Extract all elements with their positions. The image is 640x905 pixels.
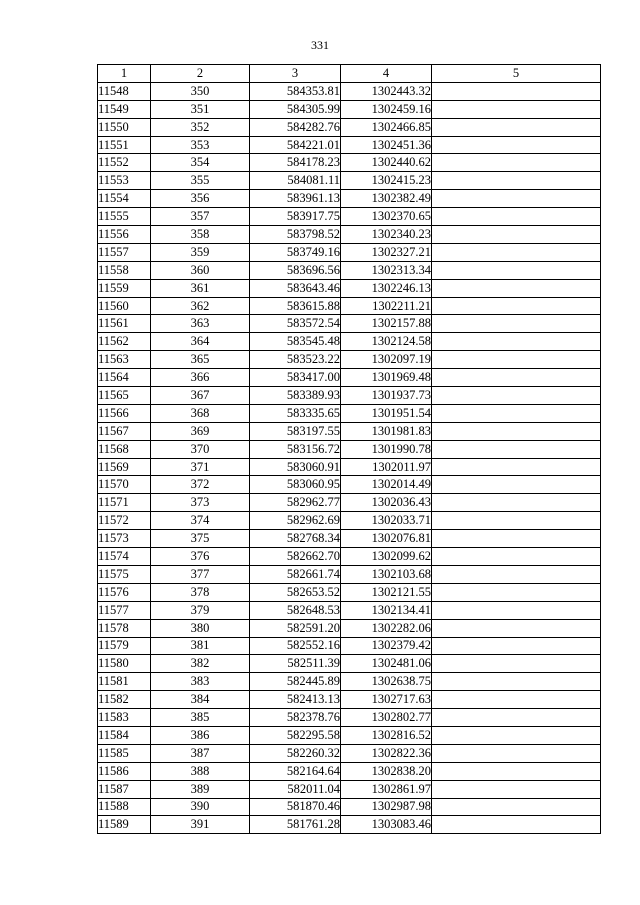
table-cell [432,673,601,691]
table-cell: 11554 [98,190,151,208]
table-cell: 1302717.63 [341,691,432,709]
table-row [98,422,601,440]
table-cell: 1302379.42 [341,637,432,655]
table-cell [432,440,601,458]
table-cell: 390 [151,798,250,816]
table-row [98,798,601,816]
coordinates-table [97,64,601,834]
table-cell: 11566 [98,404,151,422]
table-cell: 1302011.97 [341,458,432,476]
table-header-row [98,65,601,83]
table-cell: 11586 [98,762,151,780]
table-row [98,565,601,583]
table-cell: 350 [151,82,250,100]
table-cell: 372 [151,476,250,494]
table-cell: 11572 [98,512,151,530]
table-cell [432,548,601,566]
table-cell: 383 [151,673,250,691]
table-row [98,387,601,405]
table-row [98,440,601,458]
table-cell: 11557 [98,243,151,261]
column-header: 5 [432,65,601,83]
table-cell: 352 [151,118,250,136]
table-cell: 584282.76 [250,118,341,136]
table-cell: 1301951.54 [341,404,432,422]
column-header: 2 [151,65,250,83]
table-cell: 1302097.19 [341,351,432,369]
table-cell: 11578 [98,619,151,637]
table-cell: 583523.22 [250,351,341,369]
table-cell: 11573 [98,530,151,548]
table-cell: 375 [151,530,250,548]
table-row [98,172,601,190]
table-cell: 582378.76 [250,709,341,727]
table-cell [432,172,601,190]
table-cell: 1302451.36 [341,136,432,154]
table-cell: 584081.11 [250,172,341,190]
table-cell: 1302033.71 [341,512,432,530]
table-cell [432,494,601,512]
table-cell: 374 [151,512,250,530]
table-cell [432,387,601,405]
table-cell: 1302099.62 [341,548,432,566]
table-cell: 11553 [98,172,151,190]
table-cell: 377 [151,565,250,583]
table-cell: 373 [151,494,250,512]
table-cell: 11574 [98,548,151,566]
table-cell: 351 [151,100,250,118]
table-cell: 11551 [98,136,151,154]
table-row [98,333,601,351]
table-cell: 11576 [98,583,151,601]
table-cell: 11589 [98,816,151,834]
table-row [98,512,601,530]
table-cell: 379 [151,601,250,619]
table-cell: 1302370.65 [341,208,432,226]
table-cell [432,476,601,494]
table-cell: 384 [151,691,250,709]
table-cell: 353 [151,136,250,154]
table-cell: 1302340.23 [341,226,432,244]
table-cell: 365 [151,351,250,369]
table-row [98,494,601,512]
table-cell: 1302382.49 [341,190,432,208]
table-cell: 1302036.43 [341,494,432,512]
table-cell: 581761.28 [250,816,341,834]
table-cell [432,136,601,154]
table-cell: 1302282.06 [341,619,432,637]
table-cell [432,351,601,369]
table-cell: 370 [151,440,250,458]
table-cell [432,619,601,637]
table-cell [432,530,601,548]
table-cell [432,726,601,744]
table-row [98,762,601,780]
table-cell: 11583 [98,709,151,727]
table-cell: 11556 [98,226,151,244]
table-cell: 361 [151,279,250,297]
table-cell: 364 [151,333,250,351]
table-cell: 581870.46 [250,798,341,816]
table-cell: 371 [151,458,250,476]
table-row [98,243,601,261]
table-cell [432,297,601,315]
table-cell: 1303083.46 [341,816,432,834]
table-cell: 1302816.52 [341,726,432,744]
table-cell: 583197.55 [250,422,341,440]
table-cell [432,512,601,530]
table-cell: 11580 [98,655,151,673]
table-cell: 582164.64 [250,762,341,780]
table-cell: 582295.58 [250,726,341,744]
table-cell: 389 [151,780,250,798]
table-cell [432,154,601,172]
table-cell: 582662.70 [250,548,341,566]
table-cell: 582591.20 [250,619,341,637]
table-cell: 583961.13 [250,190,341,208]
table-row [98,82,601,100]
table-cell: 584305.99 [250,100,341,118]
table-cell: 584353.81 [250,82,341,100]
table-row [98,583,601,601]
table-row [98,673,601,691]
table-cell: 360 [151,261,250,279]
table-cell: 11568 [98,440,151,458]
table-cell: 583335.65 [250,404,341,422]
table-cell: 583615.88 [250,297,341,315]
table-cell: 11571 [98,494,151,512]
table-cell: 11579 [98,637,151,655]
table-cell: 1302124.58 [341,333,432,351]
table-cell: 582768.34 [250,530,341,548]
table-cell: 11567 [98,422,151,440]
table-row [98,136,601,154]
table-cell: 582962.77 [250,494,341,512]
table-cell: 1302134.41 [341,601,432,619]
table-cell: 11549 [98,100,151,118]
table-row [98,530,601,548]
table-cell: 11584 [98,726,151,744]
table-cell: 1302822.36 [341,744,432,762]
table-cell [432,798,601,816]
table-cell: 376 [151,548,250,566]
table-cell: 11564 [98,369,151,387]
table-body [98,82,601,833]
table-cell: 358 [151,226,250,244]
table-cell: 11582 [98,691,151,709]
table-cell [432,762,601,780]
table-cell: 11569 [98,458,151,476]
table-cell: 11561 [98,315,151,333]
table-cell: 1302327.21 [341,243,432,261]
table-cell [432,744,601,762]
table-cell: 582653.52 [250,583,341,601]
table-row [98,655,601,673]
column-header: 1 [98,65,151,83]
table-cell: 583389.93 [250,387,341,405]
table-cell: 11585 [98,744,151,762]
table-cell: 1302246.13 [341,279,432,297]
table-row [98,548,601,566]
table-cell: 1301981.83 [341,422,432,440]
table-row [98,279,601,297]
table-cell: 11587 [98,780,151,798]
table-cell [432,100,601,118]
table-cell: 385 [151,709,250,727]
table-row [98,208,601,226]
table-cell: 1302838.20 [341,762,432,780]
table-cell: 380 [151,619,250,637]
table-cell [432,709,601,727]
table-cell: 11563 [98,351,151,369]
table-cell [432,333,601,351]
table-cell [432,118,601,136]
table-cell: 359 [151,243,250,261]
table-cell: 1302313.34 [341,261,432,279]
table-cell: 1302481.06 [341,655,432,673]
table-cell: 1302459.16 [341,100,432,118]
table-cell: 11558 [98,261,151,279]
table-cell: 354 [151,154,250,172]
table-cell: 583696.56 [250,261,341,279]
table-cell [432,655,601,673]
table-cell: 1302440.62 [341,154,432,172]
table-row [98,637,601,655]
table-cell: 582552.16 [250,637,341,655]
table-row [98,816,601,834]
table-cell: 368 [151,404,250,422]
table-cell: 366 [151,369,250,387]
table-cell: 582648.53 [250,601,341,619]
table-cell: 582011.04 [250,780,341,798]
table-cell: 11581 [98,673,151,691]
table-cell [432,261,601,279]
table-cell: 1302466.85 [341,118,432,136]
table-cell: 11588 [98,798,151,816]
table-cell: 11559 [98,279,151,297]
table-cell: 382 [151,655,250,673]
table-cell: 356 [151,190,250,208]
table-row [98,315,601,333]
table-cell: 1302014.49 [341,476,432,494]
table-row [98,601,601,619]
table-cell [432,369,601,387]
table-cell [432,190,601,208]
table-cell: 378 [151,583,250,601]
table-cell: 1302415.23 [341,172,432,190]
table-cell: 11548 [98,82,151,100]
table-row [98,404,601,422]
table-row [98,691,601,709]
table-cell: 1302103.68 [341,565,432,583]
table-cell: 11550 [98,118,151,136]
table-cell: 11565 [98,387,151,405]
table-cell [432,422,601,440]
table-cell: 582511.39 [250,655,341,673]
table-row [98,351,601,369]
table-cell: 582962.69 [250,512,341,530]
table-cell [432,404,601,422]
table-cell: 583798.52 [250,226,341,244]
table-cell: 388 [151,762,250,780]
table-row [98,100,601,118]
table-cell: 582260.32 [250,744,341,762]
table-cell: 363 [151,315,250,333]
table-cell: 11577 [98,601,151,619]
table-cell [432,780,601,798]
table-cell [432,691,601,709]
table-row [98,780,601,798]
table-cell: 1302076.81 [341,530,432,548]
table-row [98,261,601,279]
table-cell: 11562 [98,333,151,351]
table-cell [432,208,601,226]
table-cell: 1302211.21 [341,297,432,315]
table-cell: 11560 [98,297,151,315]
table-row [98,744,601,762]
table-cell: 355 [151,172,250,190]
table-row [98,226,601,244]
table-row [98,709,601,727]
table-cell: 1302443.32 [341,82,432,100]
table-cell: 582413.13 [250,691,341,709]
table-cell: 1302987.98 [341,798,432,816]
table-cell: 584221.01 [250,136,341,154]
table-row [98,190,601,208]
table-cell: 584178.23 [250,154,341,172]
table-cell: 1302121.55 [341,583,432,601]
table-row [98,369,601,387]
table-cell: 357 [151,208,250,226]
table-cell: 1301990.78 [341,440,432,458]
table-cell: 583643.46 [250,279,341,297]
table-cell [432,315,601,333]
table-row [98,476,601,494]
table-cell: 582445.89 [250,673,341,691]
table-row [98,726,601,744]
table-cell: 583060.91 [250,458,341,476]
table-row [98,619,601,637]
table-cell [432,279,601,297]
table-row [98,297,601,315]
table-row [98,118,601,136]
table-cell: 583156.72 [250,440,341,458]
table-cell: 11552 [98,154,151,172]
table-row [98,154,601,172]
table-cell: 387 [151,744,250,762]
table-cell: 11570 [98,476,151,494]
table-cell: 362 [151,297,250,315]
table-cell: 381 [151,637,250,655]
table-cell: 583060.95 [250,476,341,494]
table-cell [432,243,601,261]
table-cell: 583417.00 [250,369,341,387]
table-cell: 1302802.77 [341,709,432,727]
table-cell: 11575 [98,565,151,583]
table-cell [432,226,601,244]
table-cell: 1302157.88 [341,315,432,333]
table-cell: 582661.74 [250,565,341,583]
table-cell: 369 [151,422,250,440]
table-cell [432,637,601,655]
table-cell: 1301937.73 [341,387,432,405]
table-cell: 583545.48 [250,333,341,351]
page-number: 331 [311,38,329,52]
table-cell: 391 [151,816,250,834]
table-cell: 583749.16 [250,243,341,261]
table-cell: 11555 [98,208,151,226]
column-header: 4 [341,65,432,83]
table-cell [432,565,601,583]
table-cell: 1301969.48 [341,369,432,387]
table-cell: 1302861.97 [341,780,432,798]
table-row [98,458,601,476]
table-cell [432,816,601,834]
table-cell: 583572.54 [250,315,341,333]
table-cell [432,458,601,476]
table-cell [432,583,601,601]
table-cell: 1302638.75 [341,673,432,691]
table-cell: 367 [151,387,250,405]
table-cell: 583917.75 [250,208,341,226]
table-cell [432,82,601,100]
table-cell [432,601,601,619]
column-header: 3 [250,65,341,83]
table-cell: 386 [151,726,250,744]
